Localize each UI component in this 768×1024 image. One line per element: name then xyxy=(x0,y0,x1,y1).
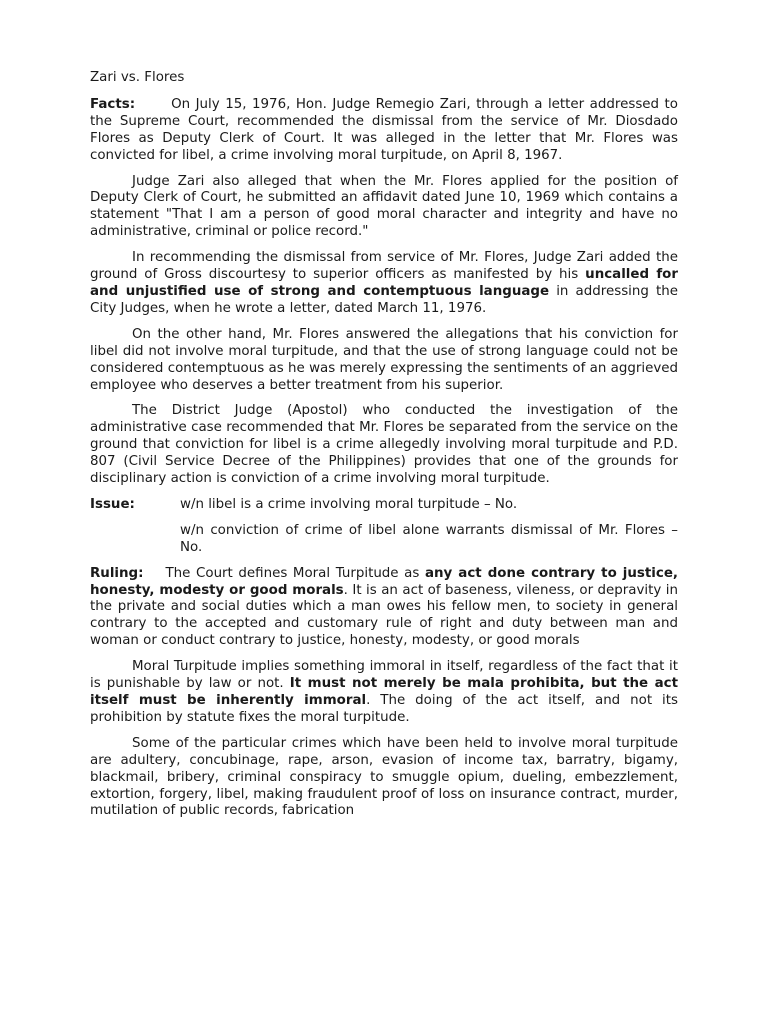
issue-label: Issue: xyxy=(90,496,135,512)
facts-p3-bold: uncalled for and unjustified use of strong and contemptuous language xyxy=(90,267,678,299)
ruling-paragraph-2 xyxy=(90,659,678,727)
issue-item-2: w/n conviction of crime of libel alone warrants dismissal of Mr. Flores – No. xyxy=(180,522,678,555)
document-body xyxy=(90,70,678,829)
ruling-label: Ruling: xyxy=(90,565,144,581)
issue-section xyxy=(90,497,678,557)
facts-label: Facts: xyxy=(90,96,136,112)
issue-item-1: w/n libel is a crime involving moral turpitude – No. xyxy=(180,496,518,512)
ruling-paragraph-3: Some of the particular crimes which have been held to involve moral turpitude are adultery, concubinage, rape, arson, evasion of income tax, barratry, bigamy, blackmail, bribery, criminal conspiracy to smuggle opium, dueling, embezzlement, extortion, forgery, libel, making fraudulent proof of loss on insurance contract, murder, mutilation of public records, fabrication xyxy=(90,735,678,819)
case-title: Zari vs. Flores xyxy=(90,70,185,85)
facts-p3-text-c: in addressing the City Judges, when he wrote a letter, dated March 11, 1976. xyxy=(90,283,678,316)
facts-paragraph-4: On the other hand, Mr. Flores answered the allegations that his conviction for libel did not involve moral turpitude, and that the use of strong language could not be considered contemptuous as he was merely expressing the sentiments of an aggrieved employee who deserves a better treatment from his superior. xyxy=(90,326,678,393)
facts-paragraph-1 xyxy=(90,97,678,165)
facts-p1-text: On July 15, 1976, Hon. Judge Remegio Zari, through a letter addressed to the Supreme Court, recommended the dismissal from the service of Mr. Diosdado Flores as Deputy Clerk of Court. It was alleged in the letter that Mr. Flores was convicted for libel, a crime involving moral turpitude, on April 8, 1967. xyxy=(90,96,678,163)
facts-paragraph-2: Judge Zari also alleged that when the Mr. Flores applied for the position of Deputy Clerk of Court, he submitted an affidavit dated June 10, 1969 which contains a statement "That I am a person of good moral character and integrity and have no administrative, criminal or police record." xyxy=(90,173,678,240)
ruling-p2-bold: It must not merely be mala prohibita, but the act itself must be inherently immoral xyxy=(90,676,678,708)
issue-items xyxy=(180,497,678,557)
facts-paragraph-5: The District Judge (Apostol) who conducted the investigation of the administrative case recommended that Mr. Flores be separated from the service on the ground that conviction for libel is a crime allegedly involving moral turpitude and P.D. 807 (Civil Service Decree of the Philippines) provides that one of the grounds for disciplinary action is conviction of a crime involving moral turpitude. xyxy=(90,403,678,487)
ruling-p2-text-c: . The doing of the act itself, and not its prohibition by statute fixes the moral turpitude. xyxy=(90,693,678,725)
facts-p3-text-a: In recommending the dismissal from service of Mr. Flores, Judge Zari added the ground of Gross discourtesy to superior officers as manifested by his xyxy=(90,250,678,283)
ruling-p1-bold: any act done contrary to justice, honesty, modesty or good morals xyxy=(90,565,678,598)
ruling-p2-text-a: Moral Turpitude implies something immoral in itself, regardless of the fact that it is punishable by law or not. xyxy=(90,659,678,692)
ruling-p1-text-c: . It is an act of baseness, vileness, or depravity in the private and social duties which a man owes his fellow men, to society in general contrary to the accepted and customary rule of right and duty between man and woman or conduct contrary to justice, honesty, modesty, or good morals xyxy=(90,582,679,649)
ruling-p1-text-a: The Court defines Moral Turpitude as xyxy=(165,565,425,581)
facts-paragraph-3 xyxy=(90,250,678,318)
ruling-paragraph-1 xyxy=(90,566,678,651)
